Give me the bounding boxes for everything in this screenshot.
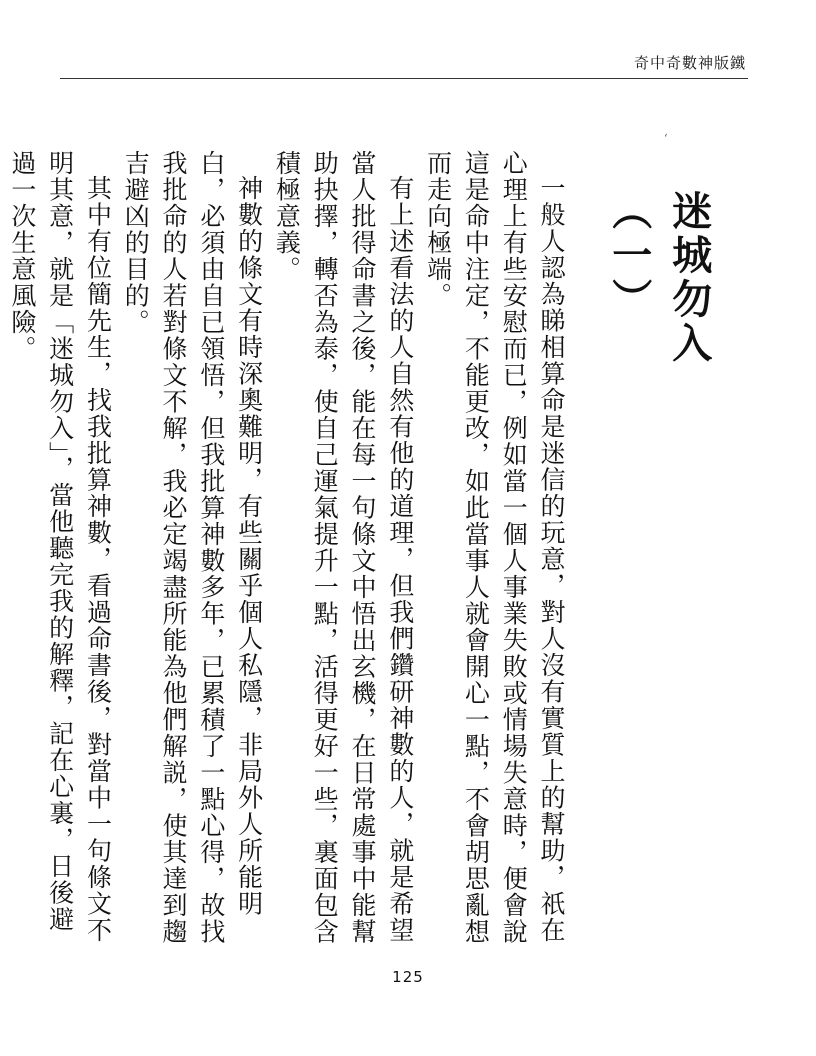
paragraph-3: 神數的條文有時深奧難明，有些關乎個人私隱，非局外人所能明白，必須由自已領悟，但我批算神數多年，已累積了一點心得，故找我批命的人若對條文不解，我必定竭盡所能為他們解説，使其達到趨吉避凶的目的。	[121, 150, 264, 945]
paragraph-1: 一般人認為睇相算命是迷信的玩意，對人沒有實質上的幫助，祇在心理上有些安慰而已，例如當一個人事業失敗或情場失意時，便會說這是命中注定，不能更改，如此當事人就會開心一點，不會胡思亂想而走向極端。	[423, 150, 566, 945]
article-body	[3, 150, 570, 950]
header-rule	[60, 78, 748, 79]
running-header: 奇中奇數神版鐵	[633, 54, 746, 72]
page-number: 125	[392, 968, 424, 986]
scan-mark: ‘	[664, 132, 668, 145]
article-title: 迷城勿入（一）	[605, 190, 712, 366]
paragraph-4: 其中有位簡先生，找我批算神數，看過命書後，對當中一句條文不明其意，就是「迷城勿入」，當他聽完我的解釋，記在心裏，日後避過一次生意風險。	[7, 150, 113, 944]
paragraph-2: 有上述看法的人自然有他的道理，但我們鑽研神數的人，就是希望當人批得命書之後，能在每一句條文中悟出玄機，在日常處事中能幫助抉擇，轉否為泰，使自己運氣提升一點，活得更好一些，裏面包含積極意義。	[272, 150, 415, 945]
